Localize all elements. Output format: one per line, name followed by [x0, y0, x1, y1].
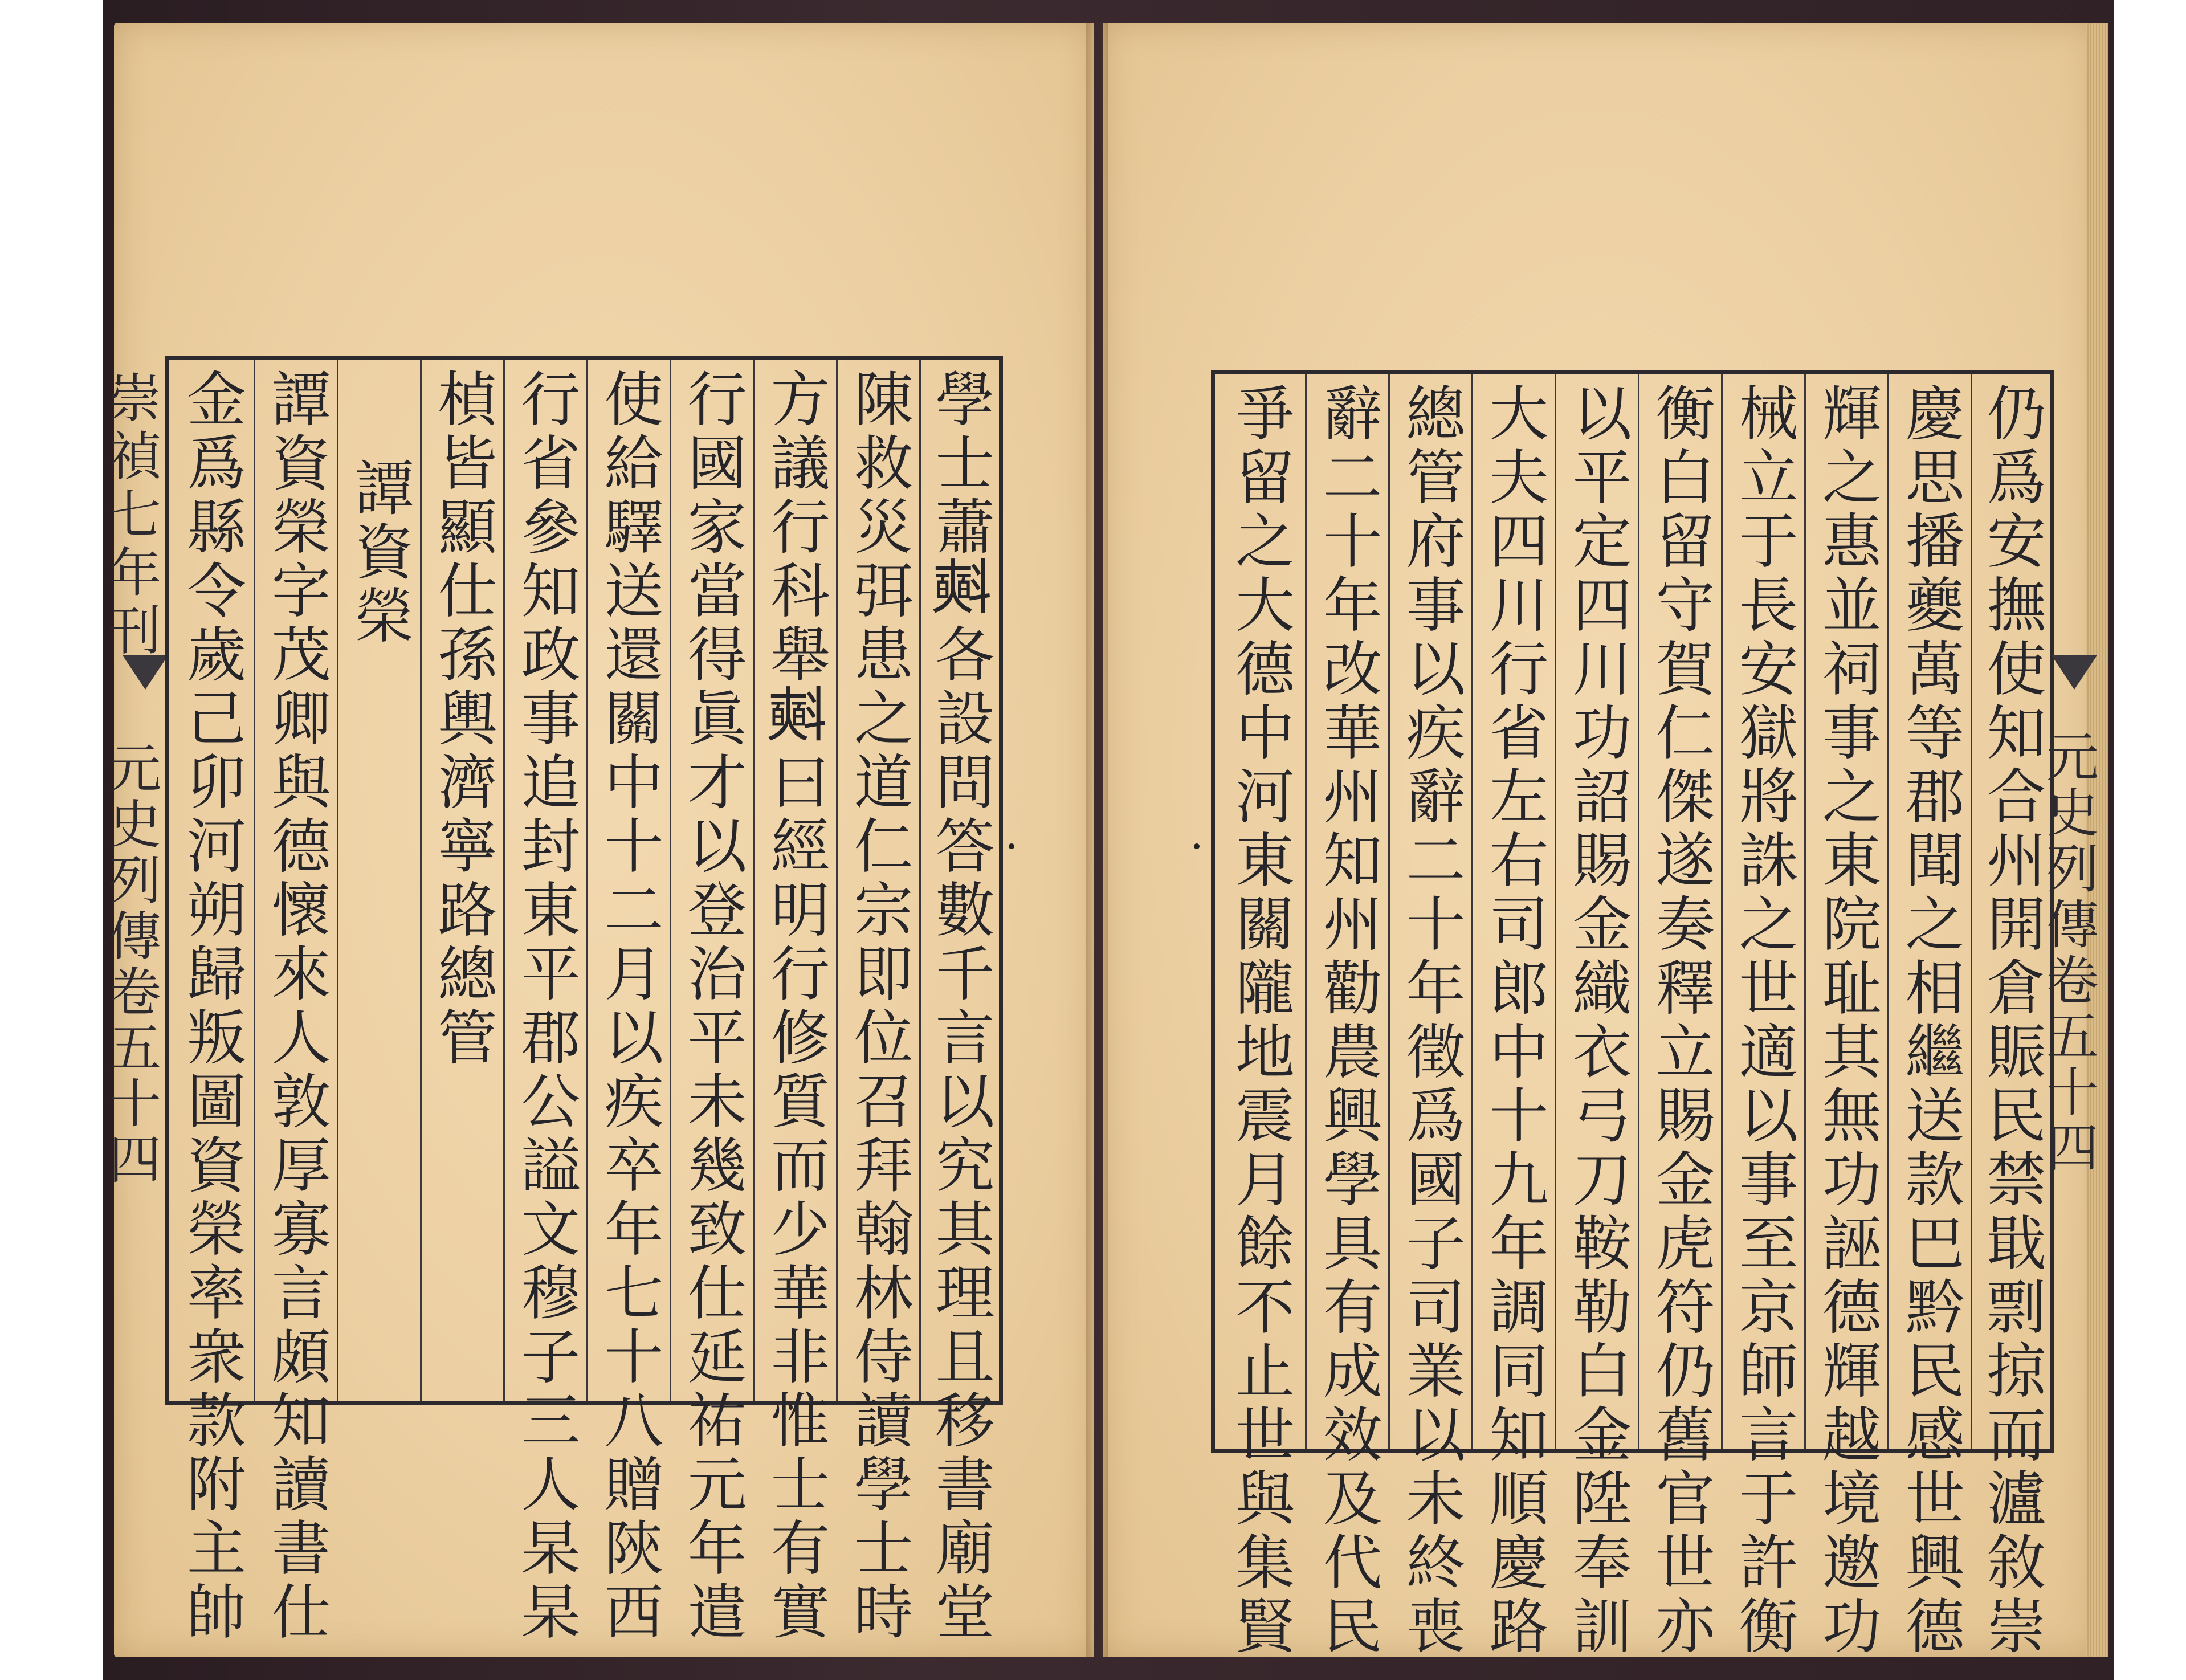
text-column [919, 360, 999, 1645]
column-text: 使給驛送還關中十二月以疾卒年七十八贈陝西 [594, 368, 664, 1645]
text-column [1804, 374, 1887, 1659]
text-column [1638, 374, 1721, 1659]
column-text: 學士蕭𣂏各設問答數千言以究其理且移書廟堂 [925, 368, 995, 1645]
column-text: 輝之惠並祠事之東院耻其無功誣德輝越境邀功 [1812, 382, 1882, 1659]
edition-note: 崇禎七年刊 [100, 370, 161, 661]
text-column [753, 360, 836, 1645]
column-text: 辭二十年改華州知州勸農興學具有成效及代民 [1312, 382, 1382, 1659]
section-heading: 譚資榮 [344, 457, 414, 649]
column-text: 行省參知政事追封東平郡公謚文穆子三人杲杲 [511, 368, 581, 1645]
section-heading-column [337, 360, 420, 1401]
column-text: 金爲縣令歲己卯河朔歸叛圖資榮率衆款附主帥 [177, 368, 246, 1645]
column-text: 慶思播夔萬等郡聞之相繼送款巴黔民感世興德 [1895, 382, 1965, 1659]
text-column [1388, 374, 1471, 1659]
column-text: 譚資榮字茂卿與德懷來人敦厚寡言頗知讀書仕 [261, 368, 331, 1645]
column-text: 以平定四川功詔賜金織衣弓刀鞍勒白金陞奉訓 [1562, 382, 1632, 1659]
text-column [1555, 374, 1638, 1659]
left-text-frame [165, 356, 1003, 1645]
column-text: 械立于長安獄將誅之世適以事至京師言于許衡 [1728, 382, 1798, 1659]
ink-dot [1009, 843, 1014, 849]
text-column [1887, 374, 1971, 1659]
text-column [670, 360, 753, 1645]
column-text: 陳救災弭患之道仁宗即位召拜翰林侍讀學士時 [843, 368, 913, 1645]
column-text: 大夫四川行省左右司郎中十九年調同知順慶路 [1479, 382, 1549, 1659]
fishtail-mark-icon [123, 655, 168, 690]
column-text: 行國家當得眞才以登治平未幾致仕延祐元年遣 [677, 368, 747, 1645]
text-column [1215, 374, 1305, 1659]
text-column [1721, 374, 1804, 1659]
column-text: 衡白留守賀仁傑遂奏釋立賜金虎符仍舊官世亦 [1645, 382, 1715, 1659]
fishtail-mark-icon [2052, 655, 2097, 690]
column-text: 楨皆顯仕孫輿濟寧路總管 [427, 368, 497, 1070]
right-margin-title: 元史列傳卷五十四 [2038, 729, 2099, 1176]
ink-dot [1194, 843, 1200, 849]
left-margin-title: 元史列傳卷五十四 [100, 741, 161, 1188]
right-text-frame [1211, 370, 2054, 1659]
text-column [169, 360, 254, 1645]
column-text: 爭留之大德中河東關隴地震月餘不止世與集賢 [1225, 382, 1295, 1659]
text-column [1305, 374, 1388, 1659]
text-column [1471, 374, 1555, 1659]
book-spine [1086, 23, 1108, 1657]
column-text: 方議行科舉𣂏曰經明行修質而少華非惟士有實 [760, 368, 830, 1645]
column-text: 總管府事以疾辭二十年徵爲國子司業以未終喪 [1396, 382, 1466, 1659]
text-column [254, 360, 337, 1645]
column-text: 仍爲安撫使知合州開倉賑民禁戢剽掠而瀘敘崇 [1976, 382, 2046, 1659]
text-column [503, 360, 586, 1645]
text-column [836, 360, 919, 1645]
text-column [420, 360, 503, 1401]
text-column [586, 360, 670, 1645]
